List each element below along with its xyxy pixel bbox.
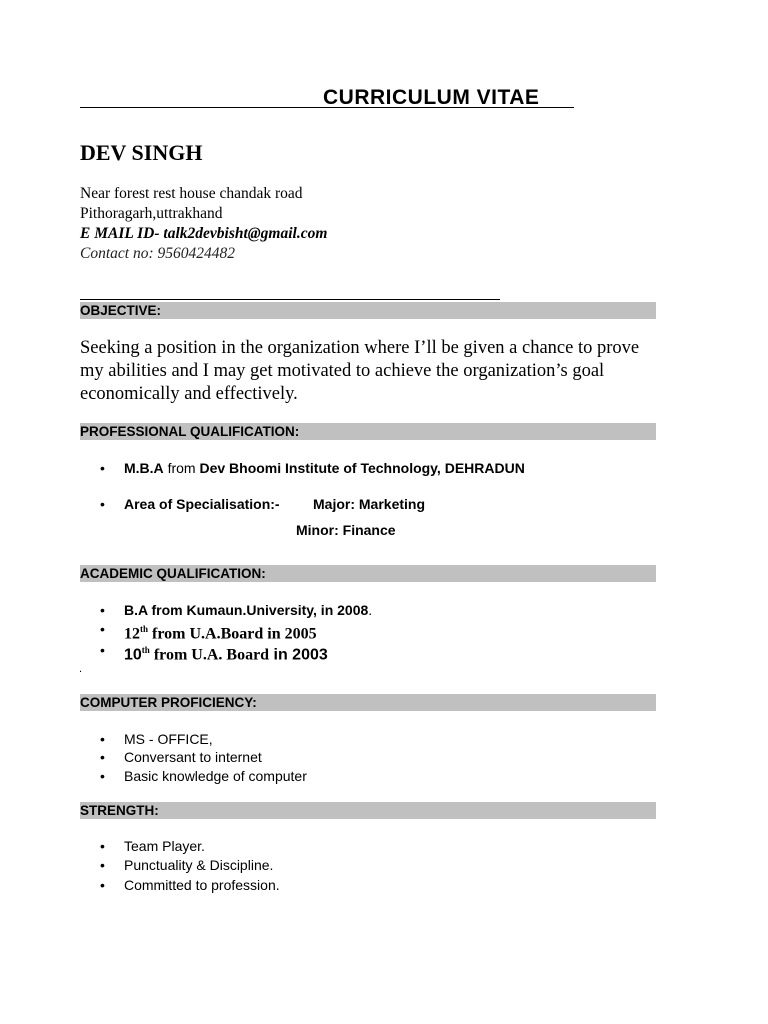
ba-text: B.A from Kumaun.University, in 2008 [124,602,369,618]
ba-period: . [368,602,373,618]
degree: M.B.A [124,460,164,476]
strength-heading: STRENGTH: [80,802,656,819]
computer-item: Conversant to internet [124,749,262,765]
academic-heading: ACADEMIC QUALIFICATION: [80,565,656,582]
bullet-icon: • [100,768,105,784]
bullet-icon: • [100,877,105,893]
bullet-icon: • [100,857,105,873]
list-item [0,856,768,874]
bullet-icon: • [100,642,105,658]
list-item [0,837,768,855]
strength-item: Punctuality & Discipline. [124,857,274,873]
list-item [0,495,768,513]
bullet-icon: • [100,838,105,854]
bullet-icon: • [100,749,105,765]
objective-heading: OBJECTIVE: [80,302,656,319]
computer-item: Basic knowledge of computer [124,768,307,784]
specialisation-minor: Minor: Finance [296,522,396,538]
divider-line [80,299,500,300]
tenth-num: 10 [124,646,142,664]
twelfth-num: 12 [124,625,140,643]
list-item [0,876,768,894]
tenth-year: in 2003 [269,646,328,664]
list-item [0,767,768,785]
list-item [0,601,768,619]
from-word: from [167,460,196,476]
institute: Dev Bhoomi Institute of Technology, DEHRADUN [199,460,525,476]
specialisation-label: Area of Specialisation:- [124,496,280,512]
objective-text: Seeking a position in the organization where I’ll be given a chance to prove my abilities and I may get motivated to achieve the organization’s goal economically and effectively. [80,338,640,404]
computer-heading: COMPUTER PROFICIENCY: [80,694,656,711]
contact-line: Contact no: 9560424482 [80,245,235,262]
address-line-2: Pithoragarh,uttrakhand [80,205,223,222]
twelfth-text: from U.A.Board in 2005 [148,625,317,643]
list-item [0,459,768,477]
professional-heading: PROFESSIONAL QUALIFICATION: [80,423,656,440]
bullet-icon: • [100,731,105,747]
bullet-icon: • [100,621,105,637]
address-line-1: Near forest rest house chandak road [80,185,303,202]
bullet-icon: • [100,460,105,476]
candidate-name: DEV SINGH [80,140,203,165]
bullet-icon: • [100,602,105,618]
bullet-icon: • [100,496,105,512]
list-item [0,641,768,664]
tenth-sup: th [141,645,150,655]
stray-period: . [79,663,83,675]
tenth-text: from U.A. Board [149,646,270,664]
strength-item: Committed to profession. [124,877,280,893]
twelfth-sup: th [140,624,149,634]
list-item [0,620,768,643]
list-item [0,730,768,748]
list-item [0,748,768,766]
computer-item: MS - OFFICE, [124,731,213,747]
email-line: E MAIL ID- talk2devbisht@gmail.com [80,225,328,242]
specialisation-major: Major: Marketing [313,496,426,512]
strength-item: Team Player. [124,838,205,854]
document-title: CURRICULUM VITAE [323,86,540,109]
